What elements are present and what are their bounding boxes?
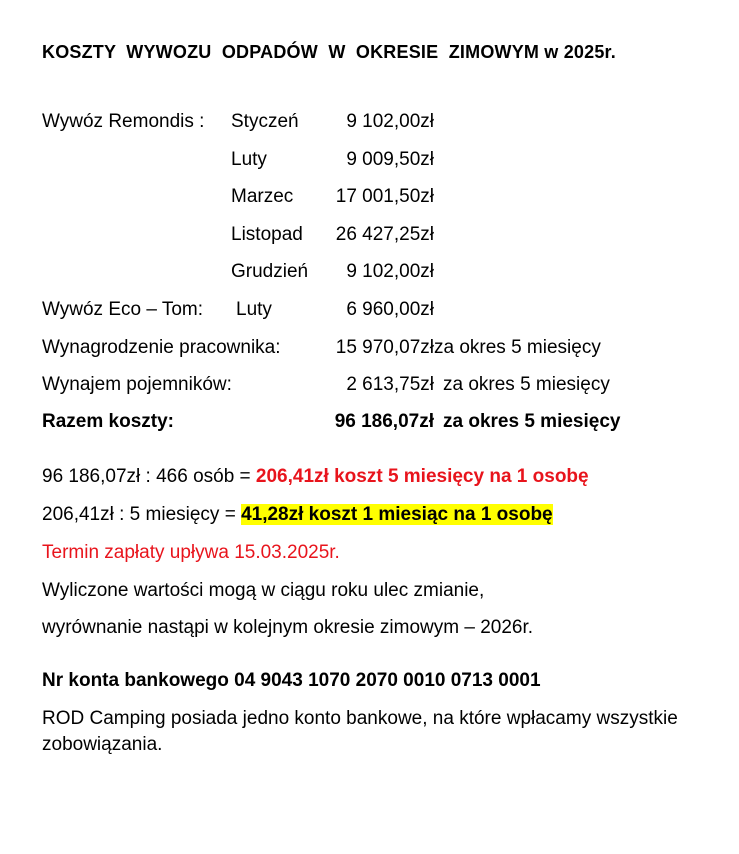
period-note: za okres 5 miesięcy (443, 411, 621, 432)
payment-deadline: Termin zapłaty upływa 15.03.2025r. (42, 542, 340, 563)
calculation-per-person (42, 466, 589, 488)
amount-value: 26 427,25zł (335, 224, 434, 245)
calc-prefix: 206,41zł : 5 miesięcy = (42, 504, 242, 525)
notice-line-1: Wyliczone wartości mogą w ciągu roku ulec zmianie, (42, 580, 485, 601)
amount-value: 2 613,75zł (346, 374, 434, 395)
cost-row-wages (0, 337, 739, 359)
month-label: Marzec (231, 186, 294, 207)
total-amount: 96 186,07zł (334, 411, 434, 432)
month-label: Luty (236, 299, 272, 320)
cost-row-ecotom (0, 299, 739, 321)
cost-row-remondis-3 (0, 186, 739, 208)
cost-row-remondis-2 (0, 149, 739, 171)
cost-row-total (0, 411, 739, 433)
calc-result-highlighted: 41,28zł koszt 1 miesiąc na 1 osobę (241, 504, 553, 525)
period-note: za okres 5 miesięcy (434, 337, 601, 358)
amount-value: 17 001,50zł (335, 186, 434, 207)
remondis-label: Wywóz Remondis : (42, 111, 205, 132)
amount-value: 9 102,00zł (346, 261, 434, 282)
account-info: ROD Camping posiada jedno konto bankowe, na które wpłacamy wszystkie zobowiązania. (42, 708, 678, 755)
month-label: Listopad (231, 224, 303, 245)
calc-result: 206,41zł koszt 5 miesięcy na 1 osobę (255, 466, 589, 487)
cost-row-remondis-1 (0, 111, 739, 133)
total-label: Razem koszty: (42, 411, 174, 432)
wages-label: Wynagrodzenie pracownika: (42, 337, 281, 358)
amount-value: 9 102,00zł (346, 111, 434, 132)
containers-label: Wynajem pojemników: (42, 374, 232, 395)
document-title: KOSZTY WYWOZU ODPADÓW W OKRESIE ZIMOWYM w 2025r. (42, 42, 616, 62)
month-label: Styczeń (231, 111, 299, 132)
amount-value: 6 960,00zł (346, 299, 434, 320)
period-note: za okres 5 miesięcy (443, 374, 610, 395)
notice-line-2: wyrównanie nastąpi w kolejnym okresie zimowym – 2026r. (42, 617, 534, 638)
amount-value: 15 970,07zł (335, 337, 434, 358)
month-label: Luty (231, 149, 267, 170)
cost-row-containers (0, 374, 739, 396)
amount-value: 9 009,50zł (346, 149, 434, 170)
month-label: Grudzień (231, 261, 309, 282)
calculation-per-month (42, 504, 553, 526)
ecotom-label: Wywóz Eco – Tom: (42, 299, 204, 320)
cost-row-remondis-4 (0, 224, 739, 246)
cost-row-remondis-5 (0, 261, 739, 283)
bank-account-number: Nr konta bankowego 04 9043 1070 2070 0010 0713 0001 (42, 670, 541, 691)
calc-prefix: 96 186,07zł : 466 osób = (42, 466, 256, 487)
